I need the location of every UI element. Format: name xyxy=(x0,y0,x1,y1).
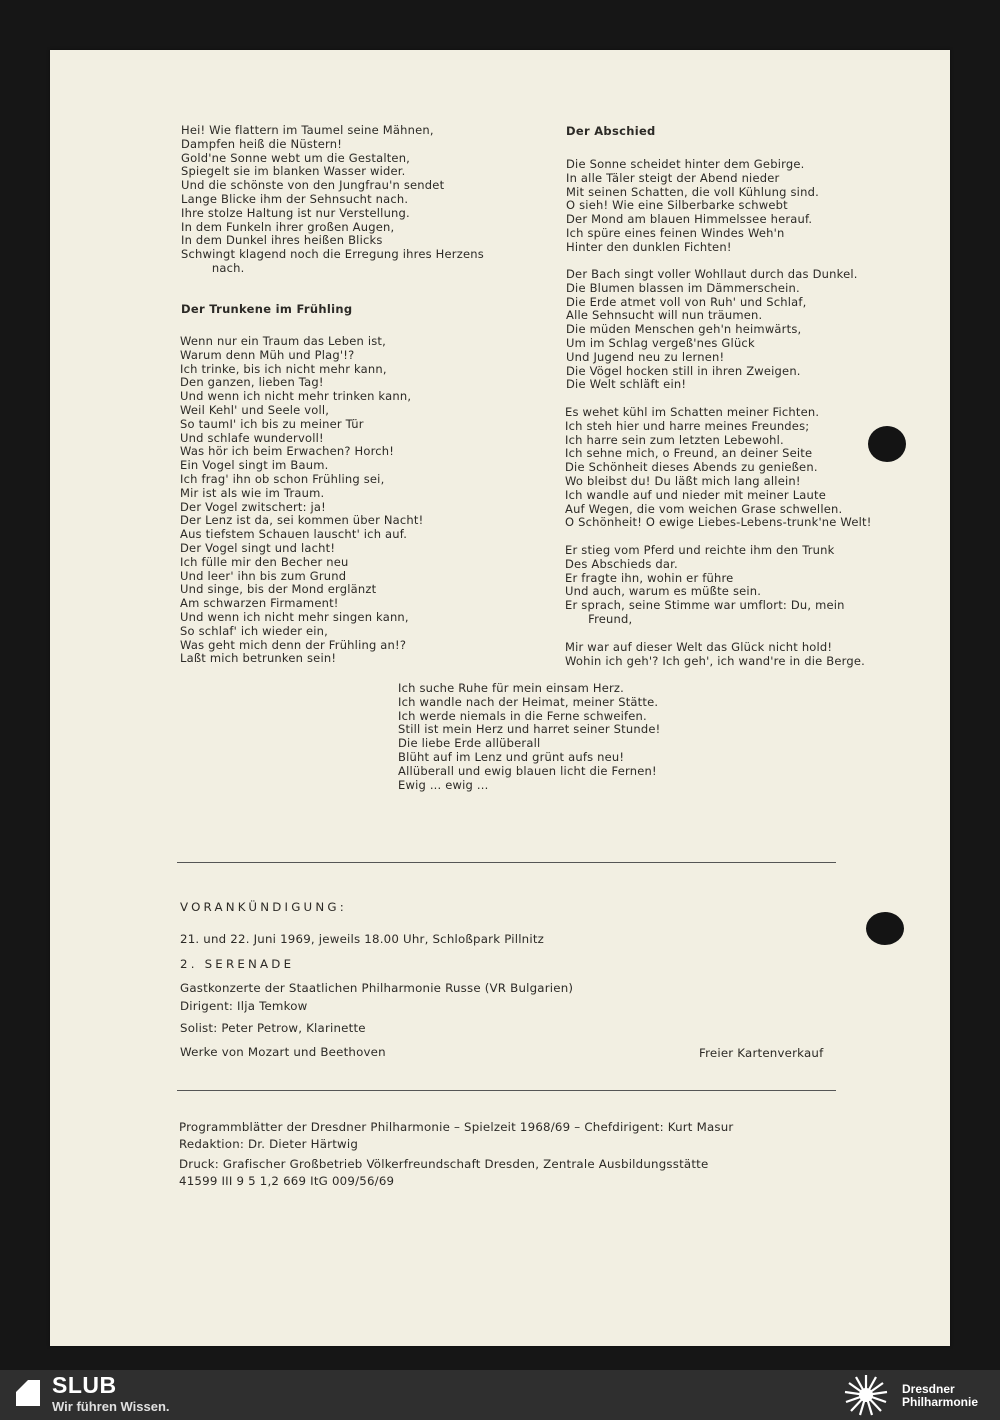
poem-intro-lines xyxy=(181,124,484,276)
poem-title-trunkene: Der Trunkene im Frühling xyxy=(181,302,353,316)
verse-line: Am schwarzen Firmament! xyxy=(180,596,339,611)
verse-line: Freund, xyxy=(565,611,633,626)
abschied-stanza-1 xyxy=(566,158,819,255)
philharmonie-logo-icon xyxy=(840,1373,892,1417)
verse-line: Und schlafe wundervoll! xyxy=(180,430,324,445)
verse-line: Der Mond am blauen Himmelssee herauf. xyxy=(566,212,813,227)
verse-line: Er fragte ihn, wohin er führe xyxy=(565,570,734,585)
verse-line: In dem Dunkel ihres heißen Blicks xyxy=(181,233,383,248)
philharmonie-name xyxy=(902,1383,978,1409)
verse-line: Ich steh hier und harre meines Freundes; xyxy=(565,418,810,433)
verse-line: Hei! Wie flattern im Taumel seine Mähnen, xyxy=(181,123,434,137)
verse-line: Ich harre sein zum letzten Lebewohl. xyxy=(565,432,784,447)
verse-line: Spiegelt sie im blanken Wasser wider. xyxy=(181,164,406,179)
verse-line: O sieh! Wie eine Silberbarke schwebt xyxy=(566,198,788,213)
divider-rule xyxy=(177,862,836,863)
verse-line: Er stieg vom Pferd und reichte ihm den Trunk xyxy=(565,543,835,557)
verse-line: Der Lenz ist da, sei kommen über Nacht! xyxy=(180,513,424,528)
verse-line: So schlaf' ich wieder ein, xyxy=(180,623,329,638)
abschied-stanza-5 xyxy=(565,641,865,669)
verse-line: Wenn nur ein Traum das Leben ist, xyxy=(180,334,386,348)
verse-line: Ich werde niemals in die Ferne schweifen. xyxy=(398,708,647,723)
verse-line: Hinter den dunklen Fichten! xyxy=(566,239,732,254)
philharmonie-name-line-2: Philharmonie xyxy=(902,1395,979,1409)
abschied-final-stanza xyxy=(398,682,660,792)
verse-line: Warum denn Müh und Plag'!? xyxy=(180,347,355,362)
announcement-tickets: Freier Kartenverkauf xyxy=(699,1046,824,1060)
verse-line: Der Vogel singt und lacht! xyxy=(180,540,336,555)
verse-line: Ich wandle auf und nieder mit meiner Laute xyxy=(565,487,827,502)
verse-line: Wohin ich geh'? Ich geh', ich wand're in die Berge. xyxy=(565,653,865,668)
punch-hole xyxy=(868,426,906,462)
slub-logo-icon xyxy=(10,1376,44,1410)
verse-line: Lange Blicke ihm der Sehnsucht nach. xyxy=(181,191,409,206)
verse-line: Ich sehne mich, o Freund, an deiner Seite xyxy=(565,446,813,461)
verse-line: Und singe, bis der Mond erglänzt xyxy=(180,582,377,597)
verse-line: Der Bach singt voller Wohllaut durch das Dunkel. xyxy=(566,267,858,281)
verse-line: Die müden Menschen geh'n heimwärts, xyxy=(566,322,802,337)
footer-bar xyxy=(0,1370,1000,1420)
verse-line: Was hör ich beim Erwachen? Horch! xyxy=(180,444,395,459)
verse-line: Die Sonne scheidet hinter dem Gebirge. xyxy=(566,157,805,171)
verse-line: Die Blumen blassen im Dämmerschein. xyxy=(566,280,800,295)
verse-line: Gold'ne Sonne webt um die Gestalten, xyxy=(181,150,411,165)
verse-line: Und auch, warum es müßte sein. xyxy=(565,584,762,599)
verse-line: Ich spüre eines feinen Windes Weh'n xyxy=(566,225,785,240)
verse-line: Still ist mein Herz und harret seiner Stunde! xyxy=(398,722,661,737)
verse-line: Allüberall und ewig blauen licht die Fernen! xyxy=(398,763,657,778)
verse-line: Mit seinen Schatten, die voll Kühlung sind. xyxy=(566,184,819,199)
punch-hole xyxy=(866,912,904,945)
announcement-soloist: Solist: Peter Petrow, Klarinette xyxy=(180,1021,366,1035)
verse-line: Dampfen heiß die Nüstern! xyxy=(181,136,343,151)
imprint-line-2: Redaktion: Dr. Dieter Härtwig xyxy=(179,1137,359,1151)
verse-line: Alle Sehnsucht will nun träumen. xyxy=(566,308,763,323)
slub-tagline: Wir führen Wissen. xyxy=(52,1399,170,1414)
verse-line: Ich fülle mir den Becher neu xyxy=(180,554,349,569)
verse-line: Der Vogel zwitschert: ja! xyxy=(180,499,326,514)
verse-line: Mir war auf dieser Welt das Glück nicht hold! xyxy=(565,640,833,654)
poem-title-abschied: Der Abschied xyxy=(566,124,656,138)
verse-line: Aus tiefstem Schauen lauscht' ich auf. xyxy=(180,527,408,542)
poem-trunkene-lines xyxy=(180,335,423,666)
announcement-event: 2. SERENADE xyxy=(180,957,295,971)
verse-line: Und wenn ich nicht mehr trinken kann, xyxy=(180,389,412,404)
verse-line: Schwingt klagend noch die Erregung ihres Herzens xyxy=(181,247,484,262)
announcement-conductor: Dirigent: Ilja Temkow xyxy=(180,999,308,1013)
verse-line: Und Jugend neu zu lernen! xyxy=(566,349,725,364)
verse-line: nach. xyxy=(181,260,245,275)
verse-line: Mir ist als wie im Traum. xyxy=(180,485,325,500)
announcement-works: Werke von Mozart und Beethoven xyxy=(180,1045,386,1059)
verse-line: In alle Täler steigt der Abend nieder xyxy=(566,170,780,185)
abschied-stanza-4 xyxy=(565,544,845,627)
verse-line: Er sprach, seine Stimme war umflort: Du, mein xyxy=(565,598,845,613)
verse-line: Laßt mich betrunken sein! xyxy=(180,651,337,666)
announcement-date: 21. und 22. Juni 1969, jeweils 18.00 Uhr, Schloßpark Pillnitz xyxy=(180,932,545,946)
abschied-stanza-3 xyxy=(565,406,872,530)
verse-line: Ich frag' ihn ob schon Frühling sei, xyxy=(180,471,385,486)
imprint-line-3: Druck: Grafischer Großbetrieb Völkerfreundschaft Dresden, Zentrale Ausbildungsstätte xyxy=(179,1157,709,1171)
verse-line: Und leer' ihn bis zum Grund xyxy=(180,568,347,583)
verse-line: Den ganzen, lieben Tag! xyxy=(180,375,324,390)
verse-line: Ewig ... ewig ... xyxy=(398,777,489,792)
verse-line: Weil Kehl' und Seele voll, xyxy=(180,402,330,417)
philharmonie-name-line-1: Dresdner xyxy=(902,1382,955,1396)
announcement-heading: VORANKÜNDIGUNG: xyxy=(180,900,347,914)
slub-name: SLUB xyxy=(52,1372,117,1398)
verse-line: Wo bleibst du! Du läßt mich lang allein! xyxy=(565,473,801,488)
verse-line: Die Erde atmet voll von Ruh' und Schlaf, xyxy=(566,294,807,309)
verse-line: Und wenn ich nicht mehr singen kann, xyxy=(180,609,409,624)
verse-line: Und die schönste von den Jungfrau'n sendet xyxy=(181,178,445,193)
program-sheet xyxy=(50,50,950,1346)
verse-line: Auf Wegen, die vom weichen Grase schwellen. xyxy=(565,501,843,516)
verse-line: Ich wandle nach der Heimat, meiner Stätte. xyxy=(398,694,659,709)
verse-line: Blüht auf im Lenz und grünt aufs neu! xyxy=(398,749,625,764)
verse-line: O Schönheit! O ewige Liebes-Lebens-trunk'ne Welt! xyxy=(565,515,872,530)
imprint-line-1: Programmblätter der Dresdner Philharmonie – Spielzeit 1968/69 – Chefdirigent: Kurt Masur xyxy=(179,1120,734,1134)
verse-line: In dem Funkeln ihrer großen Augen, xyxy=(181,219,395,234)
verse-line: So taumI' ich bis zu meiner Tür xyxy=(180,416,364,431)
verse-line: Die Schönheit dieses Abends zu genießen. xyxy=(565,460,818,475)
verse-line: Ich suche Ruhe für mein einsam Herz. xyxy=(398,681,624,695)
verse-line: Um im Schlag vergeß'nes Glück xyxy=(566,335,755,350)
divider-rule xyxy=(177,1090,836,1091)
verse-line: Die Vögel hocken still in ihren Zweigen. xyxy=(566,363,801,378)
verse-line: Ihre stolze Haltung ist nur Verstellung. xyxy=(181,205,410,220)
verse-line: Die Welt schläft ein! xyxy=(566,377,687,392)
verse-line: Des Abschieds dar. xyxy=(565,556,678,571)
imprint-line-4: 41599 III 9 5 1,2 669 ItG 009/56/69 xyxy=(179,1174,395,1188)
abschied-stanza-2 xyxy=(566,268,858,392)
verse-line: Es wehet kühl im Schatten meiner Fichten. xyxy=(565,405,820,419)
verse-line: Die liebe Erde allüberall xyxy=(398,736,541,751)
verse-line: Was geht mich denn der Frühling an!? xyxy=(180,637,407,652)
verse-line: Ich trinke, bis ich nicht mehr kann, xyxy=(180,361,387,376)
verse-line: Ein Vogel singt im Baum. xyxy=(180,458,329,473)
announcement-guest: Gastkonzerte der Staatlichen Philharmonie Russe (VR Bulgarien) xyxy=(180,981,574,995)
